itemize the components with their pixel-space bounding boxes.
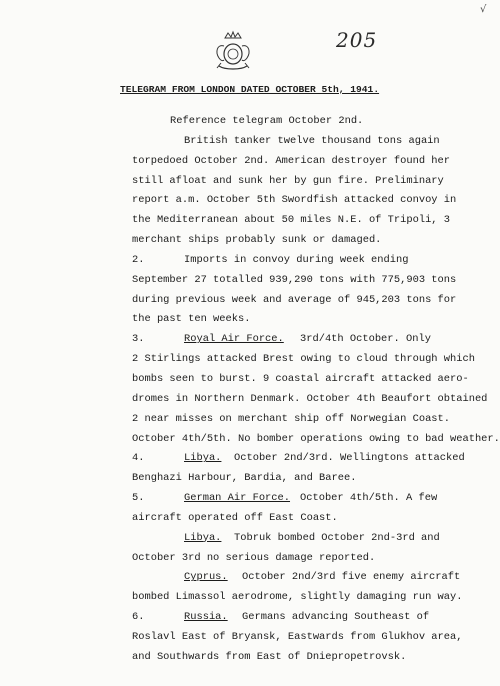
text-line: bombed Limassol aerodrome, slightly damaging run way. <box>132 591 463 604</box>
text-line: torpedoed October 2nd. American destroyer found her <box>132 154 451 167</box>
section-heading: Royal Air Force. <box>184 333 284 346</box>
text-line: Germans advancing Southeast of <box>242 611 430 624</box>
text-line: 2 Stirlings attacked Brest owing to cloud through which <box>132 353 475 366</box>
text-line: Reference telegram October 2nd. <box>170 115 364 127</box>
text-line: October 4th/5th. No bomber operations owing to bad weather. <box>132 432 500 445</box>
text-line: dromes in Northern Denmark. October 4th Beaufort obtained <box>132 392 488 405</box>
check-mark: √ <box>480 4 487 15</box>
text-line: 2 near misses on merchant ship off Norwegian Coast. <box>132 412 451 425</box>
royal-crest-icon <box>211 30 255 74</box>
paragraph-number: 6. <box>132 611 145 624</box>
section-heading: German Air Force. <box>184 492 291 505</box>
page-number: 205 <box>336 28 378 52</box>
text-line: aircraft operated off East Coast. <box>132 511 338 524</box>
text-line: October 2nd/3rd five enemy aircraft <box>242 571 461 584</box>
text-line: still afloat and sunk her by gun fire. Preliminary <box>132 174 444 187</box>
paragraph-number: 2. <box>132 253 145 266</box>
paragraph-number: 4. <box>132 452 145 465</box>
text-line: the past ten weeks. <box>132 313 251 326</box>
section-heading: Libya. <box>184 452 222 465</box>
text-line: during previous week and average of 945,203 tons for <box>132 293 457 306</box>
telegram-title: TELEGRAM FROM LONDON DATED OCTOBER 5th, 1941. <box>120 84 380 95</box>
text-line: British tanker twelve thousand tons again <box>184 134 440 147</box>
text-line: September 27 totalled 939,290 tons with 775,903 tons <box>132 273 457 286</box>
text-line: merchant ships probably sunk or damaged. <box>132 234 382 247</box>
text-line: the Mediterranean about 50 miles N.E. of Tripoli, 3 <box>132 214 451 227</box>
text-line: October 2nd/3rd. Wellingtons attacked <box>234 452 465 465</box>
paragraph-number: 3. <box>132 333 145 346</box>
text-line: Tobruk bombed October 2nd-3rd and <box>234 531 440 544</box>
section-heading: Russia. <box>184 611 228 624</box>
text-line: October 4th/5th. A few <box>300 492 438 505</box>
text-line: October 3rd no serious damage reported. <box>132 551 376 564</box>
text-line: and Southwards from East of Dniepropetrovsk. <box>132 650 407 663</box>
text-line: bombs seen to burst. 9 coastal aircraft attacked aero- <box>132 373 469 385</box>
section-heading: Libya. <box>184 531 222 544</box>
text-line: Imports in convoy during week ending <box>184 253 409 266</box>
text-line: Benghazi Harbour, Bardia, and Baree. <box>132 472 357 485</box>
text-line: Roslavl East of Bryansk, Eastwards from Glukhov area, <box>132 631 463 643</box>
paragraph-number: 5. <box>132 492 145 505</box>
text-line: 3rd/4th October. Only <box>300 333 431 346</box>
text-line: report a.m. October 5th Swordfish attacked convoy in <box>132 194 457 207</box>
section-heading: Cyprus. <box>184 571 228 584</box>
